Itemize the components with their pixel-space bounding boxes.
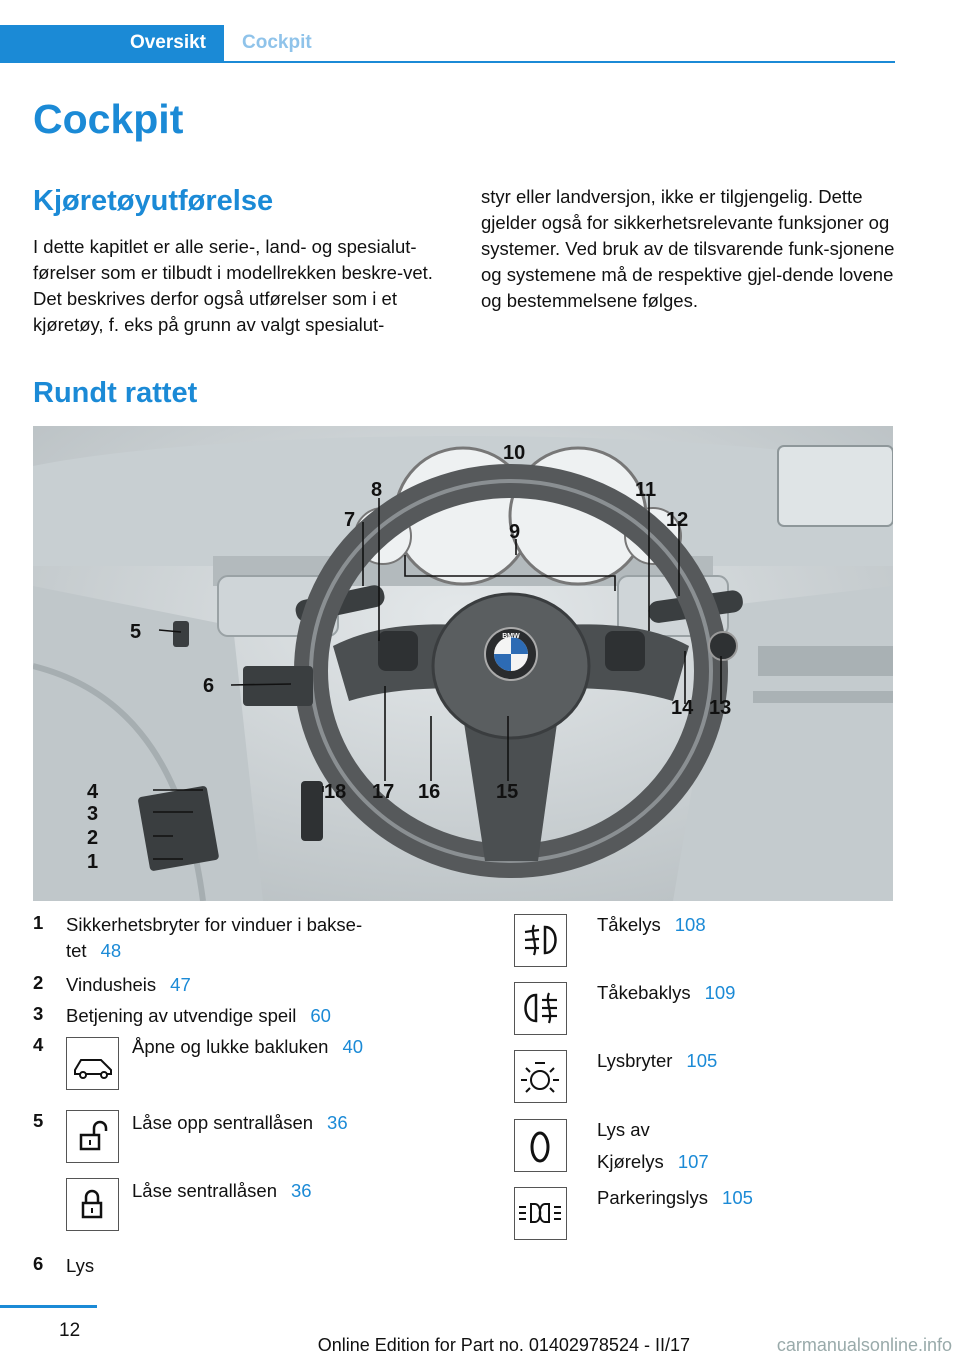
bmw-logo-text: BMW bbox=[502, 633, 520, 640]
page-ref-link[interactable]: 47 bbox=[170, 974, 191, 995]
callout-3: 3 bbox=[87, 803, 99, 825]
callout-8: 8 bbox=[371, 479, 383, 501]
page-ref-link[interactable]: 105 bbox=[722, 1187, 753, 1208]
callout-7: 7 bbox=[344, 509, 356, 531]
watermark: carmanualsonline.info bbox=[776, 1335, 952, 1355]
item-number: 1 bbox=[33, 912, 44, 933]
edition-info: Online Edition for Part no. 01402978524 - II/17 bbox=[317, 1335, 690, 1355]
callout-11: 11 bbox=[635, 479, 657, 501]
page-ref-link[interactable]: 108 bbox=[674, 914, 706, 935]
page-ref-link[interactable]: 36 bbox=[291, 1180, 312, 1201]
section-heading-vehicle-version: Kjøretøyutførelse bbox=[33, 185, 274, 217]
item-text: Sikkerhetsbryter for vinduer i bakse- bbox=[66, 914, 363, 935]
page-ref-link[interactable]: 109 bbox=[704, 982, 736, 1003]
cockpit-illustration bbox=[33, 426, 893, 901]
tab-cockpit[interactable]: Cockpit bbox=[242, 32, 312, 53]
item-text: Låse sentrallåsen bbox=[132, 1180, 278, 1201]
callout-4: 4 bbox=[87, 781, 99, 803]
item-text: Betjening av utvendige speil bbox=[66, 1005, 297, 1026]
item-text: Kjørelys bbox=[597, 1151, 664, 1172]
callout-13: 13 bbox=[709, 697, 732, 719]
item-text: Lysbryter bbox=[597, 1050, 673, 1071]
item-text: Tåkebaklys bbox=[597, 982, 691, 1003]
callout-12: 12 bbox=[666, 509, 689, 531]
page-ref-link[interactable]: 107 bbox=[677, 1151, 709, 1172]
lock-icon bbox=[66, 1178, 119, 1231]
item-number: 2 bbox=[33, 972, 44, 993]
callout-16: 16 bbox=[418, 781, 441, 803]
page-ref-link[interactable]: 40 bbox=[342, 1036, 364, 1057]
lights-off-icon bbox=[514, 1119, 567, 1172]
item-text: Låse opp sentrallåsen bbox=[132, 1112, 314, 1133]
page-ref-link[interactable]: 36 bbox=[327, 1112, 348, 1133]
callout-5: 5 bbox=[130, 621, 142, 643]
tab-oversikt[interactable]: Oversikt bbox=[0, 25, 224, 61]
page-title: Cockpit bbox=[33, 96, 184, 142]
item-text: Åpne og lukke bakluken bbox=[132, 1036, 329, 1057]
item-text: Tåkelys bbox=[597, 914, 661, 935]
tab-bar bbox=[0, 25, 895, 63]
callout-18: 18 bbox=[324, 781, 347, 803]
page-ref-link[interactable]: 60 bbox=[310, 1005, 331, 1026]
callout-2: 2 bbox=[87, 827, 99, 849]
footer-rule bbox=[0, 1305, 97, 1308]
item-number: 5 bbox=[33, 1110, 44, 1131]
item-number: 4 bbox=[33, 1034, 44, 1055]
callout-10: 10 bbox=[503, 442, 526, 464]
item-text: Lys av bbox=[597, 1119, 650, 1140]
callout-17: 17 bbox=[372, 781, 395, 803]
callout-14: 14 bbox=[671, 697, 694, 719]
section-heading-steering-wheel: Rundt rattet bbox=[33, 377, 198, 409]
callout-15: 15 bbox=[496, 781, 519, 803]
item-text: Lys bbox=[66, 1255, 95, 1276]
callout-1: 1 bbox=[87, 851, 99, 873]
front-fog-light-icon bbox=[514, 914, 567, 967]
parking-light-icon bbox=[514, 1187, 567, 1240]
item-text: Parkeringslys bbox=[597, 1187, 709, 1208]
item-number: 6 bbox=[33, 1253, 44, 1274]
page-ref-link[interactable]: 105 bbox=[686, 1050, 718, 1071]
item-number: 3 bbox=[33, 1003, 44, 1024]
rear-fog-light-icon bbox=[514, 982, 567, 1035]
cockpit-drawing bbox=[33, 426, 893, 901]
tailgate-icon bbox=[66, 1037, 119, 1090]
page-ref-link[interactable]: 48 bbox=[100, 940, 122, 961]
callout-9: 9 bbox=[509, 521, 521, 543]
light-switch-icon bbox=[514, 1050, 567, 1103]
callout-6: 6 bbox=[203, 675, 215, 697]
intro-paragraph-col2: styr eller landversjon, ikke er tilgjengelig. Dette gjelder også for sikkerhetsrelevante funksjoner og systemer. Ved bruk av de tilsvarende funk-sjonene og systemene må de respektive gjel-dende lovene og bestemmelsene følges. bbox=[481, 186, 895, 311]
unlock-icon bbox=[66, 1110, 119, 1163]
page-number: 12 bbox=[59, 1320, 81, 1341]
item-text: Vindusheis bbox=[66, 974, 157, 995]
item-text-cont: tet bbox=[66, 940, 87, 961]
intro-paragraph-col1: I dette kapitlet er alle serie-, land- og spesialut-førelser som er tilbudt i modellrekken beskre-vet. Det beskrives derfor også utførelser som i et kjøretøy, f. eks på grunn av valgt spesialut- bbox=[33, 236, 433, 335]
